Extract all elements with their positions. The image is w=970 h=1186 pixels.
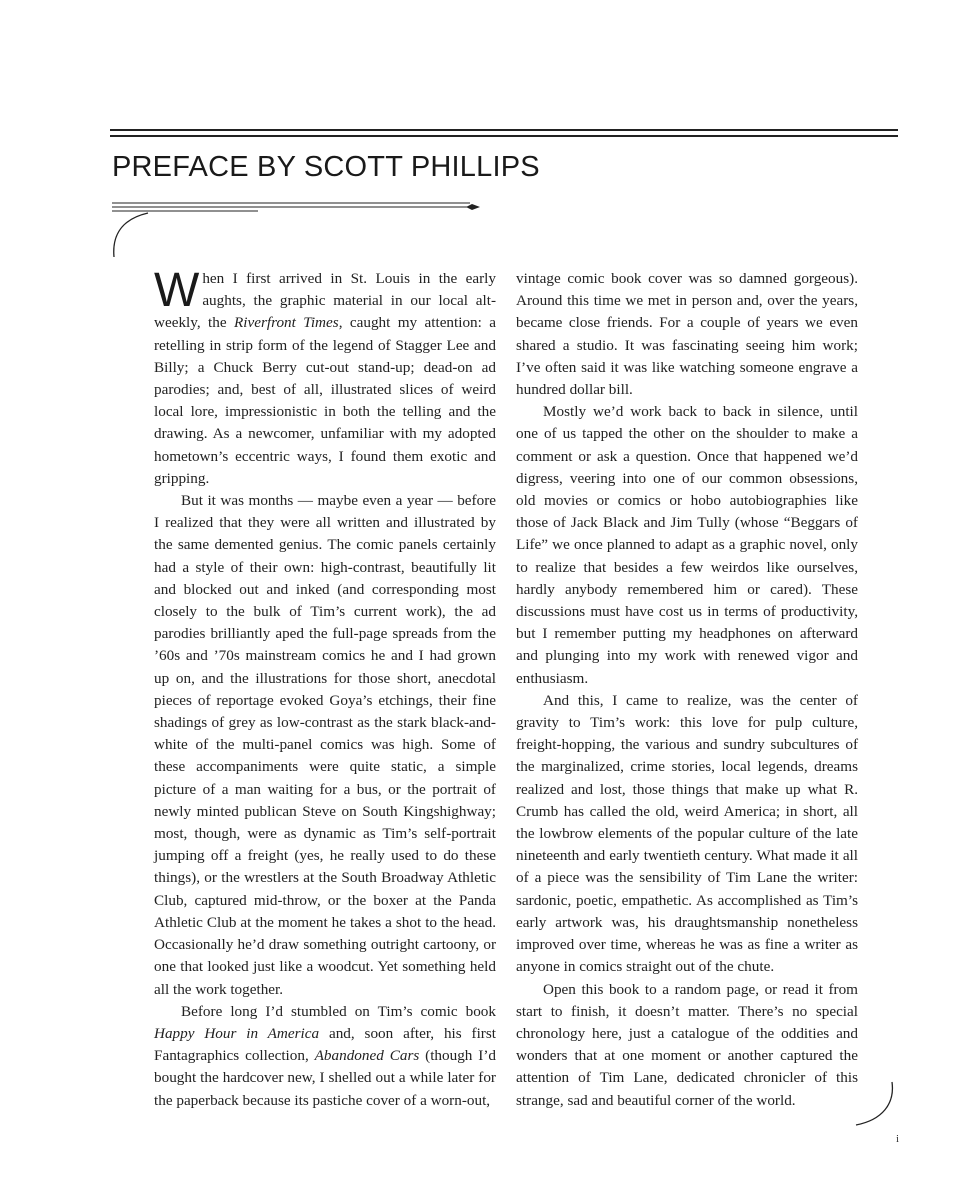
title-ornament [108,197,483,259]
italic-title: Happy Hour in America [154,1024,320,1042]
text-run: hen I first arrived in St. Louis in the early aughts, the graphic material in our local alt-weekly, the [154,270,496,332]
text-run: and, soon after, his first Fantagraphics collection, [154,1024,496,1065]
italic-title: Riverfront Times [233,314,339,332]
paragraph [154,1001,496,1112]
page-title: PREFACE BY SCOTT PHILLIPS [112,151,540,183]
drop-cap: W [154,264,200,317]
page-number: i [896,1133,900,1145]
text-run: (though I’d bought the hardcover new, I shelled out a while later for the paperback because its pastiche cover of a worn-out, [154,1047,496,1109]
paragraph [154,264,496,490]
corner-ornament [848,1080,900,1132]
paragraph [516,268,858,401]
text-run: Before long I’d stumbled on Tim’s comic book [181,1002,496,1020]
paragraph [516,401,858,690]
text-column-right [516,268,858,1112]
paragraph [516,690,858,979]
text-run: But it was months — maybe even a year — before I realized that they were all written and illustrated by the same demented genius. The comic panels certainly had a style of their own: high-contrast, beautifully lit and blocked out and inked (and corresponding most closely to the bulk of Tim’s current work), the ad parodies brilliantly aped the full-page spreads from the ’60s and ’70s mainstream comics he and I had grown up on, and the illustrations for those short, anecdotal pieces of reportage evoked Goya’s etchings, their fine shadings of grey as low-contrast as the stark black-and-white of the multi-panel comics was high. Some of these accompaniments were quite static, a simple picture of a man waiting for a bus, or the portrait of newly minted publican Steve on South Kingshighway; most, though, were as dynamic as Tim’s self-portrait jumping off a freight (yes, he really used to do these things), or the wrestlers at the South Broadway Athletic Club, captured mid-throw, or the boxer at the Panda Athletic Club at the moment he takes a shot to the head. Occasionally he’d draw something outright cartoony, or one that looked just like a woodcut. Yet something held all the work together. [154,492,496,998]
text-run: And this, I came to realize, was the center of gravity to Tim’s work: this love for pulp culture, freight-hopping, the various and sundry subcultures of the marginalized, crime stories, local legends, dreams realized and lost, those things that make up what R. Crumb has called the old, weird America; in short, all the lowbrow elements of the popular culture of the late nineteenth and early twentieth century. What made it all of a piece was the sensibility of Tim Lane the writer: sardonic, poetic, empathetic. As accomplished as Tim’s early artwork was, his draughtsmanship nonetheless improved over time, whereas he was as fine a writer as anyone in comics straight out of the chute. [516,691,858,976]
header-double-rule [110,129,898,139]
text-run: , caught my attention: a retelling in strip form of the legend of Stagger Lee and Billy; a Chuck Berry cut-out stand-up; dead-on ad parodies; and, best of all, illustrated slices of weird local lore, impressionistic in both the telling and the drawing. As a newcomer, unfamiliar with my adopted hometown’s eccentric ways, I found them exotic and gripping. [154,314,496,487]
paragraph [516,979,858,1112]
text-run: Open this book to a random page, or read it from start to finish, it doesn’t matter. There’s no special chronology here, just a catalogue of the oddities and wonders that at one moment or another captured the attention of Tim Lane, dedicated chronicler of this strange, sad and beautiful corner of the world. [516,980,858,1109]
paragraph [154,490,496,1001]
italic-title: Abandoned Cars [314,1047,420,1065]
text-column-left [154,264,496,1112]
text-run: Mostly we’d work back to back in silence, until one of us tapped the other on the shoulder to make a comment or ask a question. Once that happened we’d digress, veering into one of our common obsessions, old movies or comics or hobo autobiographies like those of Jack Black and Jim Tully (whose “Beggars of Life” we once planned to adapt as a graphic novel, only to realize that besides a few weirdos like ourselves, hardly anybody remembered him or cared). These discussions must have cost us in terms of productivity, but I remember putting my headphones on afterward and plunging into my work with renewed vigor and enthusiasm. [516,403,858,687]
text-run: vintage comic book cover was so damned gorgeous). Around this time we met in person and, over the years, became close friends. For a couple of years we even shared a studio. It was fascinating seeing him work; I’ve often said it was like watching someone engrave a hundred dollar bill. [516,270,858,399]
